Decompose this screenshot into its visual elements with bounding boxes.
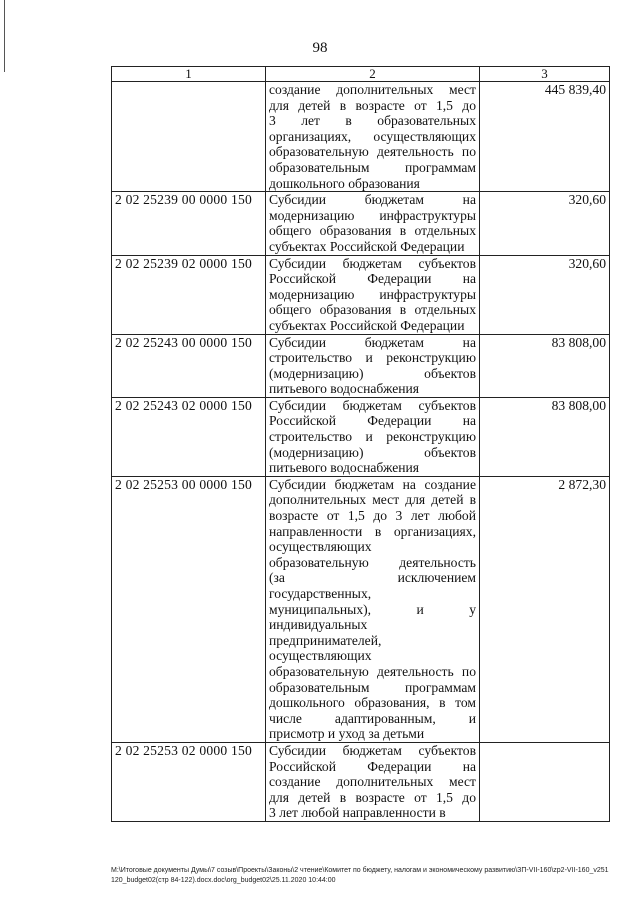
revenue-name-line: направленности в организациях,	[269, 523, 476, 539]
file-path-footer: M:\Итоговые документы Думы\7 созыв\Проекты\Законы\2 чтение\Комитет по бюджету, налогам и экономическому развитию\ЗП-VII-160\zp2-VII-160_v251120_budget02(стр 84-122).docx.doc\org_budget02\25.11.2020 10:44:00	[111, 867, 609, 884]
budget-code-cell: 2 02 25253 02 0000 150	[112, 742, 266, 821]
revenue-name-line: (модернизацию) объектов	[269, 444, 476, 460]
table-row	[112, 334, 610, 397]
revenue-name-line: 3 лет любой направленности в	[269, 805, 446, 821]
revenue-name-line: Субсидии бюджетам субъектов	[269, 255, 476, 271]
revenue-name-line: общего образования в отдельных	[269, 223, 476, 239]
revenue-name-line: общего образования в отдельных	[269, 302, 476, 318]
budget-code-cell: 2 02 25243 02 0000 150	[112, 397, 266, 476]
revenue-name-line: муниципальных), и у	[269, 601, 476, 617]
revenue-name-cell	[266, 397, 480, 476]
amount-cell: 83 808,00	[480, 334, 610, 397]
revenue-name-line: государственных,	[269, 586, 372, 601]
revenue-name-line: образовательную деятельность	[269, 554, 476, 570]
revenue-name-line: строительство и реконструкцию	[269, 429, 476, 445]
amount-cell: 445 839,40	[480, 82, 610, 192]
revenue-name-line: Российской Федерации на	[269, 271, 476, 287]
revenue-name-line: дошкольного образования, в том	[269, 695, 476, 711]
budget-table	[111, 66, 610, 822]
revenue-name-cell	[266, 476, 480, 742]
revenue-name-line: строительство и реконструкцию	[269, 350, 476, 366]
revenue-name-line: образовательную деятельность по	[269, 663, 476, 679]
revenue-name-cell	[266, 742, 480, 821]
revenue-name-line: осуществляющих	[269, 648, 372, 664]
revenue-name-line: Российской Федерации на	[269, 758, 476, 774]
revenue-name-line: числе адаптированным, и	[269, 710, 476, 726]
page-number: 98	[312, 40, 328, 56]
revenue-name-line: возрасте от 1,5 до 3 лет любой	[269, 508, 476, 524]
budget-code-cell: 2 02 25239 02 0000 150	[112, 255, 266, 334]
table-row	[112, 82, 610, 192]
revenue-name-cell	[266, 192, 480, 255]
revenue-name-line: дошкольного образования	[269, 175, 420, 191]
revenue-name-line: создание дополнительных мест	[269, 82, 476, 97]
revenue-name-line: питьевого водоснабжения	[269, 460, 420, 476]
margin-mark	[4, 0, 5, 72]
revenue-name-line: Субсидии бюджетам на	[269, 192, 476, 208]
revenue-name-line: модернизацию инфраструктуры	[269, 207, 476, 223]
revenue-name-line: для детей в возрасте от 1,5 до	[269, 97, 476, 113]
revenue-name-cell	[266, 82, 480, 192]
revenue-name-cell	[266, 255, 480, 334]
table-row	[112, 476, 610, 742]
revenue-name-line: Субсидии бюджетам субъектов	[269, 397, 476, 413]
amount-cell: 320,60	[480, 192, 610, 255]
revenue-name-line: индивидуальных	[269, 617, 368, 633]
revenue-name-line: (модернизацию) объектов	[269, 365, 476, 381]
revenue-name-line: создание дополнительных мест	[269, 774, 476, 790]
revenue-name-line: Субсидии бюджетам на	[269, 334, 476, 350]
revenue-name-line: предпринимателей,	[269, 632, 382, 648]
revenue-name-line: образовательным программам	[269, 159, 476, 175]
amount-cell: 2 872,30	[480, 476, 610, 742]
table-row	[112, 192, 610, 255]
revenue-name-line: Субсидии бюджетам субъектов	[269, 742, 476, 758]
revenue-name-line: 3 лет в образовательных	[269, 113, 476, 129]
budget-code-cell: 2 02 25253 00 0000 150	[112, 476, 266, 742]
column-header-2: 2	[266, 67, 480, 82]
revenue-name-line: образовательную деятельность по	[269, 144, 476, 160]
budget-code-cell: 2 02 25239 00 0000 150	[112, 192, 266, 255]
amount-cell: 83 808,00	[480, 397, 610, 476]
revenue-name-line: субъектах Российской Федерации	[269, 317, 465, 333]
table-row	[112, 255, 610, 334]
revenue-name-line: субъектах Российской Федерации	[269, 238, 465, 254]
revenue-name-line: дополнительных мест для детей в	[269, 492, 476, 508]
revenue-name-line: для детей в возрасте от 1,5 до	[269, 789, 476, 805]
revenue-name-line: питьевого водоснабжения	[269, 381, 420, 397]
amount-cell	[480, 742, 610, 821]
table-header-row	[112, 67, 610, 82]
table-row	[112, 742, 610, 821]
column-header-1: 1	[112, 67, 266, 82]
revenue-name-line: Российской Федерации на	[269, 413, 476, 429]
column-header-3: 3	[480, 67, 610, 82]
revenue-name-line: Субсидии бюджетам на создание	[269, 476, 476, 492]
budget-code-cell	[112, 82, 266, 192]
revenue-name-line: организациях, осуществляющих	[269, 128, 476, 144]
revenue-name-line: образовательным программам	[269, 679, 476, 695]
revenue-name-line: (за исключением	[269, 570, 476, 586]
revenue-name-line: присмотр и уход за детьми	[269, 726, 425, 742]
revenue-name-line: осуществляющих	[269, 539, 372, 555]
table-row	[112, 397, 610, 476]
revenue-name-cell	[266, 334, 480, 397]
amount-cell: 320,60	[480, 255, 610, 334]
revenue-name-line: модернизацию инфраструктуры	[269, 286, 476, 302]
budget-code-cell: 2 02 25243 00 0000 150	[112, 334, 266, 397]
